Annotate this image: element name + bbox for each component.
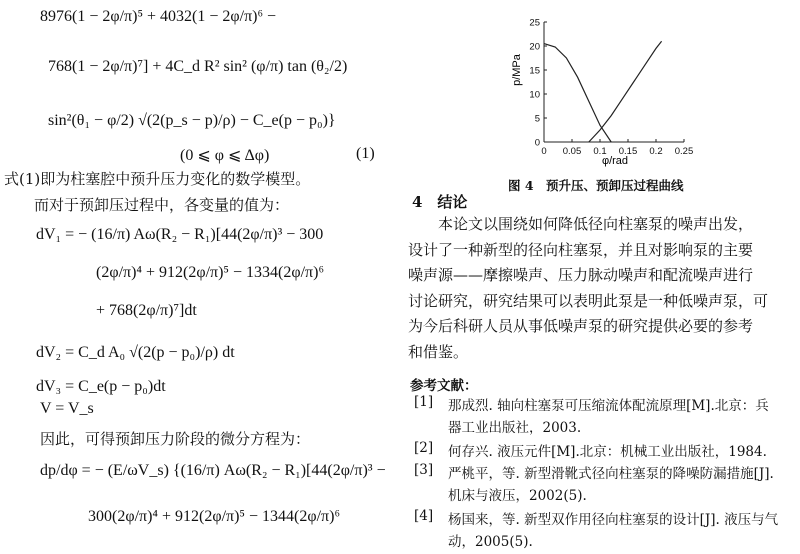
pressure-curve-chart: [500, 8, 700, 168]
eq-v-equals-vs: V = V_s: [40, 400, 94, 417]
conclusion-body: [408, 212, 798, 365]
y-tick-label: 10: [529, 89, 540, 101]
pre-rise-curve: [544, 44, 611, 142]
x-axis-label: φ/rad: [601, 155, 629, 167]
y-axis-label: p/MPa: [511, 54, 523, 86]
conclusion-line: 本论文以围绕如何降低径向柱塞泵的噪声出发，: [408, 215, 754, 233]
eq-dv2: dV₂ = C_d A₀ √(2(p − p₀)/ρ) dt: [36, 344, 235, 361]
conclusion-line: 设计了一种新型的径向柱塞泵，并且对影响泵的主要: [408, 240, 754, 259]
eq-dv1-line1: dV₁ = − (16/π) Aω(R₂ − R₁)[44(2φ/π)³ − 300: [36, 226, 324, 243]
figure-caption: 图 4 预升压、预卸压过程曲线: [508, 178, 684, 193]
x-tick-label: 0.1: [593, 146, 607, 157]
eq1-line2: 768(1 − 2φ/π)⁷] + 4C_d R² sin² (φ/π) tan (θ₂/2): [48, 58, 348, 75]
ref-text: 那成烈. 轴向柱塞泵可压缩流体配流原理[M].北京：兵: [448, 398, 769, 414]
para-model: 式(1)即为柱塞腔中预升压力变化的数学模型。: [4, 170, 311, 188]
eq-dp-line2: 300(2φ/π)⁴ + 912(2φ/π)⁵ − 1344(2φ/π)⁶: [88, 508, 341, 525]
ref-number: [2]: [414, 440, 434, 456]
ref-text: 动，2005(5).: [448, 534, 533, 550]
eq-dv3: dV₃ = C_e(p − p₀)dt: [36, 378, 166, 395]
x-tick-label: 0: [541, 146, 547, 157]
para-preunload: 而对于预卸压过程中，各变量的值为：: [34, 196, 290, 214]
conclusion-line: 为今后科研人员从事低噪声泵的研究提供必要的参考: [408, 317, 754, 335]
x-tick-label: 0.05: [562, 146, 582, 157]
ref-text: 机床与液压，2002(5).: [448, 488, 587, 504]
y-tick-label: 15: [529, 65, 540, 77]
section-heading: 4 结论: [412, 193, 468, 211]
eq1-number: (1): [356, 145, 375, 162]
references-title: 参考文献：: [410, 378, 478, 394]
y-tick-label: 20: [529, 41, 540, 53]
eq-dv1-line2: (2φ/π)⁴ + 912(2φ/π)⁵ − 1334(2φ/π)⁶: [96, 264, 325, 281]
x-tick-label: 0.25: [674, 146, 694, 157]
y-tick-label: 25: [529, 17, 540, 29]
eq1-condition: (0 ⩽ φ ⩽ Δφ): [180, 147, 270, 164]
ref-text: 器工业出版社，2003.: [448, 420, 582, 436]
ref-number: [3]: [414, 462, 434, 478]
eq-dv1-line3: + 768(2φ/π)⁷]dt: [96, 302, 197, 319]
x-tick-label: 0.15: [618, 146, 638, 157]
conclusion-line: 噪声源——摩擦噪声、压力脉动噪声和配流噪声进行: [408, 266, 754, 284]
y-tick-label: 5: [534, 113, 540, 125]
y-tick-label: 0: [534, 137, 540, 149]
conclusion-line: 讨论研究，研究结果可以表明此泵是一种低噪声泵，可: [408, 291, 769, 310]
ref-text: 何存兴. 液压元件[M].北京：机械工业出版社，1984.: [448, 444, 767, 460]
ref-text: 杨国来，等. 新型双作用径向柱塞泵的设计[J]. 液压与气: [448, 512, 779, 528]
eq1-line1: 8976(1 − 2φ/π)⁵ + 4032(1 − 2φ/π)⁶ −: [40, 8, 277, 25]
ref-number: [4]: [414, 508, 434, 524]
x-tick-label: 0.2: [649, 146, 663, 157]
eq-dp-line1: dp/dφ = − (E/ωV_s) {(16/π) Aω(R₂ − R₁)[44(2φ/π)³ −: [40, 462, 386, 479]
ref-number: [1]: [414, 394, 434, 410]
eq1-line3: sin²(θ₁ − φ/2) √(2(p_s − p)/ρ) − C_e(p − p₀)}: [48, 112, 336, 129]
pre-unload-curve: [589, 41, 662, 142]
para-differential: 因此，可得预卸压力阶段的微分方程为：: [40, 430, 311, 448]
conclusion-line: 和借鉴。: [408, 342, 469, 361]
ref-text: 严桃平，等. 新型滑靴式径向柱塞泵的降噪防漏措施[J].: [448, 466, 774, 482]
